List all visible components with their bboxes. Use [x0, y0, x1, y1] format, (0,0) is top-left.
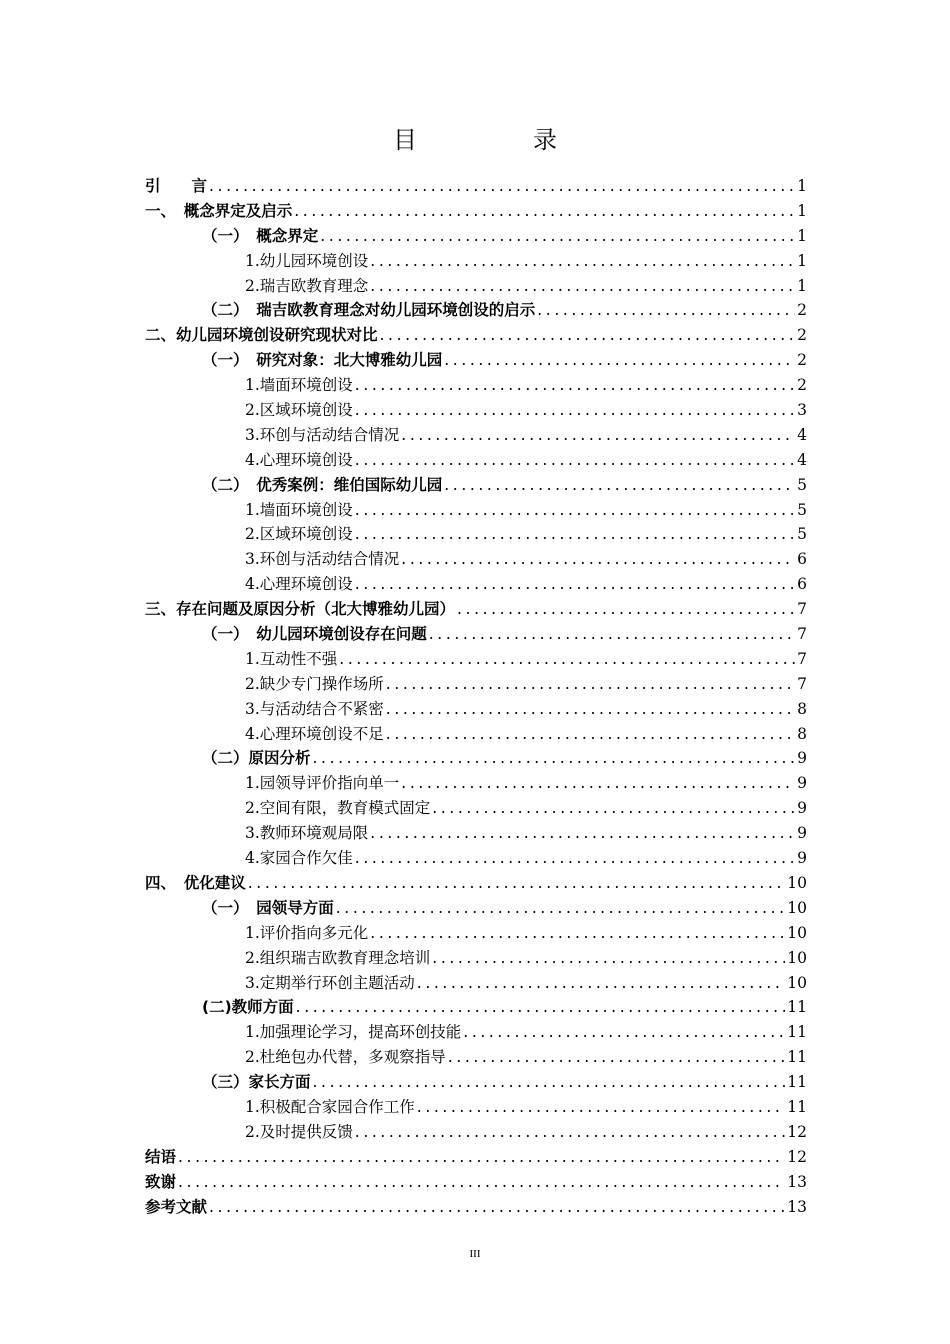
toc-entry-page: 5	[797, 475, 807, 494]
toc-dot-leader	[463, 1020, 785, 1045]
toc-entry-label: 2.空间有限，教育模式固定	[245, 799, 431, 818]
toc-dot-leader	[370, 921, 785, 946]
page-number: III	[469, 1248, 481, 1260]
toc-entry-page: 1	[797, 276, 807, 295]
toc-dot-leader	[370, 274, 795, 299]
toc-entry[interactable]	[145, 697, 807, 722]
toc-entry[interactable]	[145, 522, 807, 547]
toc-entry-page: 2	[797, 301, 807, 320]
toc-entry-label: 参考文献	[145, 1197, 208, 1216]
toc-entry-page: 1	[797, 177, 807, 195]
toc-entry-label: 2.瑞吉欧教育理念	[245, 276, 369, 295]
toc-entry-label: 2.区域环境创设	[245, 525, 353, 544]
toc-entry-label: （二） 优秀案例：维伯国际幼儿园	[202, 475, 443, 494]
toc-entry-page: 3	[797, 401, 807, 420]
toc-entry[interactable]	[145, 896, 807, 921]
toc-dot-leader	[339, 647, 795, 672]
toc-entry-label: 致谢	[145, 1172, 177, 1191]
page-title: 目 录	[393, 126, 603, 154]
toc-dot-leader	[355, 572, 795, 597]
toc-entry-page: 5	[797, 525, 807, 544]
toc-entry-page: 11	[787, 1048, 807, 1067]
toc-entry-page: 11	[787, 1097, 807, 1116]
toc-entry[interactable]	[145, 846, 807, 871]
toc-entry[interactable]	[145, 771, 807, 796]
toc-entry-page: 1	[797, 251, 807, 270]
toc-entry[interactable]	[145, 821, 807, 846]
toc-entry-label: 一、 概念界定及启示	[145, 201, 293, 220]
toc-dot-leader	[432, 946, 785, 971]
toc-entry-label: （一） 研究对象：北大博雅幼儿园	[202, 351, 443, 370]
toc-entry-page: 8	[797, 724, 807, 743]
toc-entry-label: 引 言	[145, 177, 208, 195]
toc-entry[interactable]	[145, 323, 807, 348]
toc-entry[interactable]	[145, 1070, 807, 1095]
toc-entry[interactable]	[145, 647, 807, 672]
toc-entry-page: 9	[797, 749, 807, 768]
toc-entry-page: 12	[787, 1147, 807, 1166]
toc-entry-page: 10	[787, 873, 807, 892]
toc-entry[interactable]	[145, 448, 807, 473]
toc-dot-leader	[355, 1120, 785, 1145]
toc-entry-label: 1.积极配合家园合作工作	[245, 1097, 415, 1116]
toc-dot-leader	[320, 224, 795, 249]
toc-dot-leader	[380, 323, 796, 348]
toc-entry[interactable]	[145, 473, 807, 498]
toc-entry-page: 9	[797, 774, 807, 793]
toc-entry-page: 10	[787, 948, 807, 967]
toc-entry-page: 6	[797, 550, 807, 569]
toc-entry-label: （一） 园领导方面	[202, 898, 334, 917]
toc-entry-label: 2.缺少专门操作场所	[245, 674, 384, 693]
toc-entry-label: 结语	[145, 1147, 177, 1166]
toc-entry[interactable]	[145, 572, 807, 597]
toc-entry-label: 三、存在问题及原因分析（北大博雅幼儿园）	[145, 600, 456, 619]
toc-entry[interactable]	[145, 348, 807, 373]
toc-entry-page: 4	[797, 425, 807, 444]
toc-entry-label: 3.环创与活动结合情况	[245, 425, 400, 444]
toc-entry-label: （一） 概念界定	[202, 226, 319, 245]
toc-entry-label: 1.墙面环境创设	[245, 376, 353, 395]
toc-entry-page: 12	[787, 1122, 807, 1141]
toc-entry-page: 13	[787, 1197, 807, 1216]
toc-entry-label: （一） 幼儿园环境创设存在问题	[202, 625, 427, 644]
toc-entry-page: 10	[787, 898, 807, 917]
toc-dot-leader	[336, 896, 786, 921]
toc-entry[interactable]	[145, 971, 807, 996]
toc-entry-page: 13	[787, 1172, 807, 1191]
toc-entry-label: 4.心理环境创设	[245, 450, 353, 469]
toc-entry-label: 1.园领导评价指向单一	[245, 774, 400, 793]
toc-dot-leader	[386, 672, 795, 697]
toc-dot-leader	[355, 398, 795, 423]
toc-entry[interactable]	[145, 199, 807, 224]
toc-entry[interactable]	[145, 622, 807, 647]
toc-dot-leader	[417, 971, 785, 996]
toc-dot-leader	[209, 1195, 785, 1220]
toc-entry-page: 10	[787, 923, 807, 942]
toc-entry[interactable]	[145, 1020, 807, 1045]
toc-entry[interactable]	[145, 398, 807, 423]
toc-entry-page: 8	[797, 699, 807, 718]
toc-entry[interactable]	[145, 1120, 807, 1145]
toc-dot-leader	[355, 448, 795, 473]
toc-entry-page: 7	[797, 600, 807, 619]
toc-entry[interactable]	[145, 597, 807, 622]
toc-dot-leader	[457, 597, 795, 622]
toc-dot-leader	[429, 622, 795, 647]
toc-dot-leader	[296, 995, 786, 1020]
toc-entry[interactable]	[145, 1045, 807, 1070]
toc-entry[interactable]	[145, 871, 807, 896]
toc-entry-label: 1.加强理论学习，提高环创技能	[245, 1023, 462, 1042]
toc-entry[interactable]	[145, 498, 807, 523]
toc-entry-label: 2.组织瑞吉欧教育理念培训	[245, 948, 431, 967]
toc-dot-leader	[444, 348, 795, 373]
toc-dot-leader	[401, 423, 795, 448]
toc-entry[interactable]	[145, 1145, 807, 1170]
toc-dot-leader	[370, 821, 795, 846]
toc-entry-label: 二、幼儿园环境创设研究现状对比	[145, 326, 378, 345]
toc-entry[interactable]	[145, 274, 807, 299]
toc-entry[interactable]	[145, 796, 807, 821]
toc-entry-page: 10	[787, 973, 807, 992]
toc-entry[interactable]	[145, 249, 807, 274]
toc-entry-page: 5	[797, 500, 807, 519]
toc-dot-leader	[448, 1045, 785, 1070]
toc-entry-page: 4	[797, 450, 807, 469]
toc-entry[interactable]	[145, 995, 807, 1020]
toc-dot-leader	[401, 771, 795, 796]
toc-entry-label: （二）原因分析	[202, 749, 311, 768]
toc-entry-page: 1	[797, 226, 807, 245]
toc-entry[interactable]	[145, 722, 807, 747]
toc-dot-leader	[417, 1095, 785, 1120]
toc-entry[interactable]	[145, 423, 807, 448]
toc-entry-label: 4.心理环境创设不足	[245, 724, 384, 743]
toc-entry-page: 7	[797, 674, 807, 693]
toc-dot-leader	[355, 373, 795, 398]
toc-entry-label: 3.定期举行环创主题活动	[245, 973, 415, 992]
toc-entry-page: 7	[797, 625, 807, 644]
toc-dot-leader	[294, 199, 795, 224]
toc-dot-leader	[178, 1170, 785, 1195]
toc-entry-label: 3.与活动结合不紧密	[245, 699, 384, 718]
toc-entry[interactable]	[145, 298, 807, 323]
toc-entry[interactable]	[145, 174, 807, 199]
toc-entry-label: 4.家园合作欠佳	[245, 849, 353, 868]
toc-dot-leader	[209, 174, 795, 199]
toc-dot-leader	[313, 1070, 786, 1095]
toc-dot-leader	[386, 722, 795, 747]
toc-dot-leader	[178, 1145, 785, 1170]
toc-entry-label: 4.心理环境创设	[245, 575, 353, 594]
toc-dot-leader	[248, 871, 786, 896]
toc-entry[interactable]	[145, 746, 807, 771]
toc-dot-leader	[432, 796, 795, 821]
toc-entry[interactable]	[145, 1195, 807, 1220]
toc-entry[interactable]	[145, 946, 807, 971]
toc-entry-label: (二)教师方面	[202, 998, 294, 1017]
toc-dot-leader	[386, 697, 795, 722]
toc-entry-page: 1	[797, 201, 807, 220]
toc-entry-label: 2.区域环境创设	[245, 401, 353, 420]
toc-entry-label: （三）家长方面	[202, 1073, 311, 1092]
toc-entry-label: 2.及时提供反馈	[245, 1122, 353, 1141]
toc-entry-page: 9	[797, 799, 807, 818]
toc-entry-page: 11	[787, 998, 807, 1017]
toc-entry-page: 11	[787, 1073, 807, 1092]
toc-entry-page: 9	[797, 849, 807, 868]
toc-entry[interactable]	[145, 373, 807, 398]
toc-entry-label: （二） 瑞吉欧教育理念对幼儿园环境创设的启示	[202, 301, 536, 320]
toc-entry-page: 7	[797, 649, 807, 668]
toc-entry-label: 四、 优化建议	[145, 873, 246, 892]
toc-entry-page: 2	[797, 376, 807, 395]
toc-entry-label: 1.幼儿园环境创设	[245, 251, 369, 270]
toc-entry[interactable]	[145, 224, 807, 249]
toc-entry-page: 11	[787, 1023, 807, 1042]
toc-dot-leader	[537, 298, 795, 323]
toc-dot-leader	[401, 547, 795, 572]
toc-entry-label: 1.墙面环境创设	[245, 500, 353, 519]
toc-entry-page: 9	[797, 824, 807, 843]
toc-entry-label: 1.评价指向多元化	[245, 923, 369, 942]
toc-entry-label: 3.教师环境观局限	[245, 824, 369, 843]
toc-entry-page: 2	[797, 351, 807, 370]
toc-dot-leader	[355, 846, 795, 871]
toc-entry-label: 3.环创与活动结合情况	[245, 550, 400, 569]
toc-dot-leader	[355, 522, 795, 547]
toc-dot-leader	[370, 249, 795, 274]
toc-entry[interactable]	[145, 1095, 807, 1120]
toc-dot-leader	[444, 473, 795, 498]
toc-entry[interactable]	[145, 921, 807, 946]
toc-entry[interactable]	[145, 1170, 807, 1195]
toc-entry-page: 6	[797, 575, 807, 594]
toc-list	[145, 174, 807, 1219]
toc-entry-page: 2	[797, 326, 807, 345]
toc-dot-leader	[355, 498, 795, 523]
toc-entry-label: 1.互动性不强	[245, 649, 338, 668]
toc-entry[interactable]	[145, 547, 807, 572]
toc-entry[interactable]	[145, 672, 807, 697]
toc-entry-label: 2.杜绝包办代替，多观察指导	[245, 1048, 446, 1067]
toc-dot-leader	[313, 746, 796, 771]
